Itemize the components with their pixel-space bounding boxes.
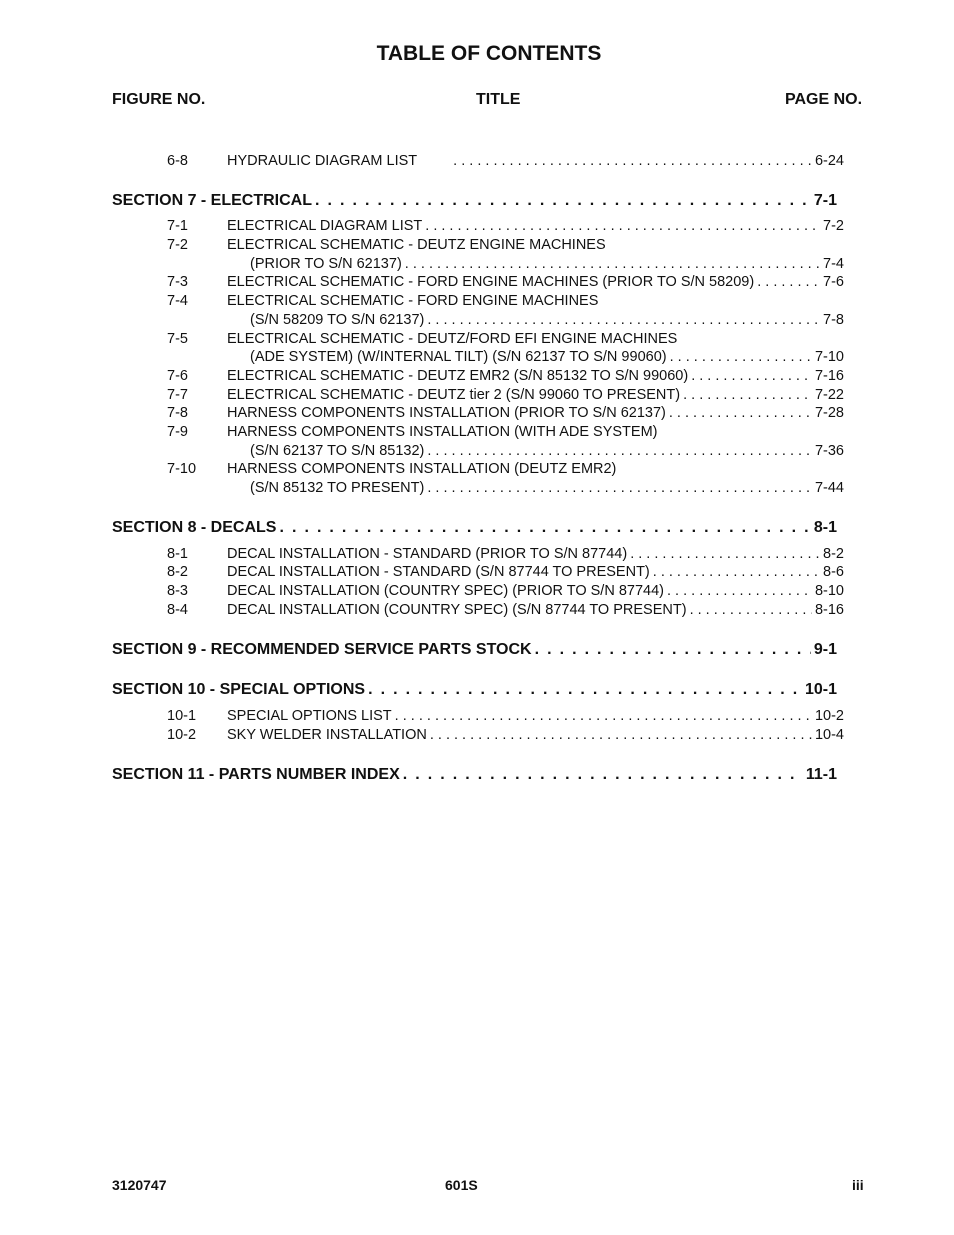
entry-title: DECAL INSTALLATION (COUNTRY SPEC) (S/N 87744 TO PRESENT) bbox=[227, 602, 687, 618]
dot-leader bbox=[427, 480, 812, 496]
page-no-header: PAGE NO. bbox=[785, 91, 863, 108]
section-title: SECTION 10 - SPECIAL OPTIONS bbox=[112, 681, 366, 698]
page-number: 7-1 bbox=[813, 192, 837, 209]
section-title: SECTION 8 - DECALS bbox=[112, 519, 277, 536]
entry-title: ELECTRICAL SCHEMATIC - DEUTZ tier 2 (S/N 99060 TO PRESENT) bbox=[227, 387, 681, 403]
dot-leader bbox=[430, 727, 812, 743]
entry-title: DECAL INSTALLATION - STANDARD (S/N 87744 TO PRESENT) bbox=[227, 564, 650, 580]
page-number: 10-1 bbox=[804, 681, 837, 698]
figure-number: 7-2 bbox=[167, 237, 188, 253]
dot-leader bbox=[403, 766, 803, 784]
toc-entry-8-4[interactable] bbox=[167, 602, 844, 618]
page-title: TABLE OF CONTENTS bbox=[376, 42, 602, 65]
toc-entry-8-2[interactable] bbox=[167, 564, 844, 580]
section-title: SECTION 7 - ELECTRICAL bbox=[112, 192, 313, 209]
figure-number: 7-1 bbox=[167, 218, 188, 234]
toc-entry-10-1[interactable] bbox=[167, 708, 844, 724]
figure-number: 7-7 bbox=[167, 387, 188, 403]
entry-title-continued: (PRIOR TO S/N 62137) bbox=[250, 256, 402, 272]
toc-entry-7-8[interactable] bbox=[167, 405, 844, 421]
entry-title: ELECTRICAL SCHEMATIC - FORD ENGINE MACHINES bbox=[227, 293, 599, 309]
toc-entry-7-7[interactable] bbox=[167, 387, 844, 403]
entry-title: SKY WELDER INSTALLATION bbox=[227, 727, 427, 743]
figure-number: 8-4 bbox=[167, 602, 188, 618]
dot-leader bbox=[630, 546, 820, 562]
page-number: 10-2 bbox=[814, 708, 844, 724]
entry-title: HARNESS COMPONENTS INSTALLATION (PRIOR TO S/N 62137) bbox=[227, 405, 666, 421]
toc-entry-8-1[interactable] bbox=[167, 546, 844, 562]
page-number: 7-6 bbox=[823, 274, 844, 290]
figure-number: 7-10 bbox=[167, 461, 197, 477]
page-number: 7-4 bbox=[823, 256, 844, 272]
toc-entry-10-2[interactable] bbox=[167, 727, 844, 743]
page-number: 7-44 bbox=[814, 480, 844, 496]
entry-title-continued: (ADE SYSTEM) (W/INTERNAL TILT) (S/N 62137 TO S/N 99060) bbox=[250, 349, 667, 365]
entry-title: ELECTRICAL SCHEMATIC - FORD ENGINE MACHINES (PRIOR TO S/N 58209) bbox=[227, 274, 755, 290]
page-number: 8-2 bbox=[823, 546, 844, 562]
dot-leader bbox=[669, 405, 812, 421]
dot-leader bbox=[453, 153, 812, 169]
entry-title-continued: (S/N 85132 TO PRESENT) bbox=[250, 480, 425, 496]
entry-title: SPECIAL OPTIONS LIST bbox=[227, 708, 392, 724]
figure-number: 8-1 bbox=[167, 546, 188, 562]
toc-entry-7-4-continuation[interactable] bbox=[167, 312, 844, 328]
dot-leader bbox=[757, 274, 820, 290]
entry-title: DECAL INSTALLATION (COUNTRY SPEC) (PRIOR TO S/N 87744) bbox=[227, 583, 664, 599]
page-number: 7-16 bbox=[814, 368, 844, 384]
section-title: SECTION 9 - RECOMMENDED SERVICE PARTS STOCK bbox=[112, 641, 532, 658]
figure-number: 8-3 bbox=[167, 583, 188, 599]
figure-number: 6-8 bbox=[167, 153, 188, 169]
entry-title: ELECTRICAL SCHEMATIC - DEUTZ EMR2 (S/N 85132 TO S/N 99060) bbox=[227, 368, 689, 384]
dot-leader bbox=[425, 218, 820, 234]
toc-section-10[interactable] bbox=[112, 681, 837, 699]
page-number: 7-2 bbox=[823, 218, 844, 234]
toc-entry-8-3[interactable] bbox=[167, 583, 844, 599]
toc-entry-7-10-continuation[interactable] bbox=[167, 480, 844, 496]
dot-leader bbox=[691, 368, 812, 384]
dot-leader bbox=[395, 708, 812, 724]
toc-section-7[interactable] bbox=[112, 192, 837, 210]
figure-number: 10-1 bbox=[167, 708, 197, 724]
page-number: 8-16 bbox=[814, 602, 844, 618]
toc-entry-7-10[interactable] bbox=[167, 461, 844, 477]
dot-leader bbox=[315, 192, 811, 210]
dot-leader bbox=[683, 387, 812, 403]
page-number: 8-10 bbox=[814, 583, 844, 599]
toc-entry-7-4[interactable] bbox=[167, 293, 844, 309]
page-number: 8-1 bbox=[813, 519, 837, 536]
entry-title: HARNESS COMPONENTS INSTALLATION (DEUTZ EMR2) bbox=[227, 461, 617, 477]
dot-leader bbox=[653, 564, 820, 580]
dot-leader bbox=[405, 256, 820, 272]
page-number: 8-6 bbox=[823, 564, 844, 580]
page-number: 11-1 bbox=[805, 766, 837, 783]
toc-section-8[interactable] bbox=[112, 519, 837, 537]
page-number: 6-24 bbox=[814, 153, 844, 169]
section-title: SECTION 11 - PARTS NUMBER INDEX bbox=[112, 766, 400, 783]
figure-number: 7-3 bbox=[167, 274, 188, 290]
document-number: 3120747 bbox=[112, 1177, 167, 1193]
toc-entry-7-3[interactable] bbox=[167, 274, 844, 290]
entry-title: ELECTRICAL DIAGRAM LIST bbox=[227, 218, 423, 234]
page-number: 7-10 bbox=[814, 349, 844, 365]
toc-section-9[interactable] bbox=[112, 641, 837, 659]
page-number: 7-8 bbox=[823, 312, 844, 328]
entry-title-continued: (S/N 62137 TO S/N 85132) bbox=[250, 443, 425, 459]
toc-entry-7-2-continuation[interactable] bbox=[167, 256, 844, 272]
toc-entry-7-5[interactable] bbox=[167, 331, 844, 347]
figure-number: 7-4 bbox=[167, 293, 188, 309]
entry-title-continued: (S/N 58209 TO S/N 62137) bbox=[250, 312, 425, 328]
toc-entry-7-2[interactable] bbox=[167, 237, 844, 253]
figure-number: 8-2 bbox=[167, 564, 188, 580]
model-name: 601S bbox=[445, 1177, 478, 1193]
title-header: TITLE bbox=[476, 91, 521, 108]
page-number-footer: iii bbox=[852, 1177, 864, 1193]
toc-entry-6-8[interactable] bbox=[167, 153, 844, 169]
entry-title: ELECTRICAL SCHEMATIC - DEUTZ/FORD EFI ENGINE MACHINES bbox=[227, 331, 678, 347]
toc-entry-7-9-continuation[interactable] bbox=[167, 443, 844, 459]
figure-no-header: FIGURE NO. bbox=[112, 91, 206, 108]
entry-title: HYDRAULIC DIAGRAM LIST bbox=[227, 153, 418, 169]
dot-leader bbox=[427, 312, 820, 328]
dot-leader bbox=[368, 681, 802, 699]
page-number: 9-1 bbox=[813, 641, 837, 658]
page-number: 7-22 bbox=[814, 387, 844, 403]
entry-title: DECAL INSTALLATION - STANDARD (PRIOR TO S/N 87744) bbox=[227, 546, 628, 562]
figure-number: 10-2 bbox=[167, 727, 197, 743]
dot-leader bbox=[667, 583, 812, 599]
entry-title: HARNESS COMPONENTS INSTALLATION (WITH ADE SYSTEM) bbox=[227, 424, 658, 440]
dot-leader bbox=[535, 641, 811, 659]
toc-section-11[interactable] bbox=[112, 766, 837, 784]
figure-number: 7-8 bbox=[167, 405, 188, 421]
dot-leader bbox=[670, 349, 812, 365]
toc-entry-7-1[interactable] bbox=[167, 218, 844, 234]
figure-number: 7-6 bbox=[167, 368, 188, 384]
page-number: 7-28 bbox=[814, 405, 844, 421]
entry-title: ELECTRICAL SCHEMATIC - DEUTZ ENGINE MACHINES bbox=[227, 237, 606, 253]
page-number: 10-4 bbox=[814, 727, 844, 743]
toc-entry-7-6[interactable] bbox=[167, 368, 844, 384]
dot-leader bbox=[279, 519, 810, 537]
toc-entry-7-5-continuation[interactable] bbox=[167, 349, 844, 365]
figure-number: 7-9 bbox=[167, 424, 188, 440]
dot-leader bbox=[690, 602, 812, 618]
dot-leader bbox=[427, 443, 812, 459]
toc-entry-7-9[interactable] bbox=[167, 424, 844, 440]
figure-number: 7-5 bbox=[167, 331, 188, 347]
page-number: 7-36 bbox=[814, 443, 844, 459]
